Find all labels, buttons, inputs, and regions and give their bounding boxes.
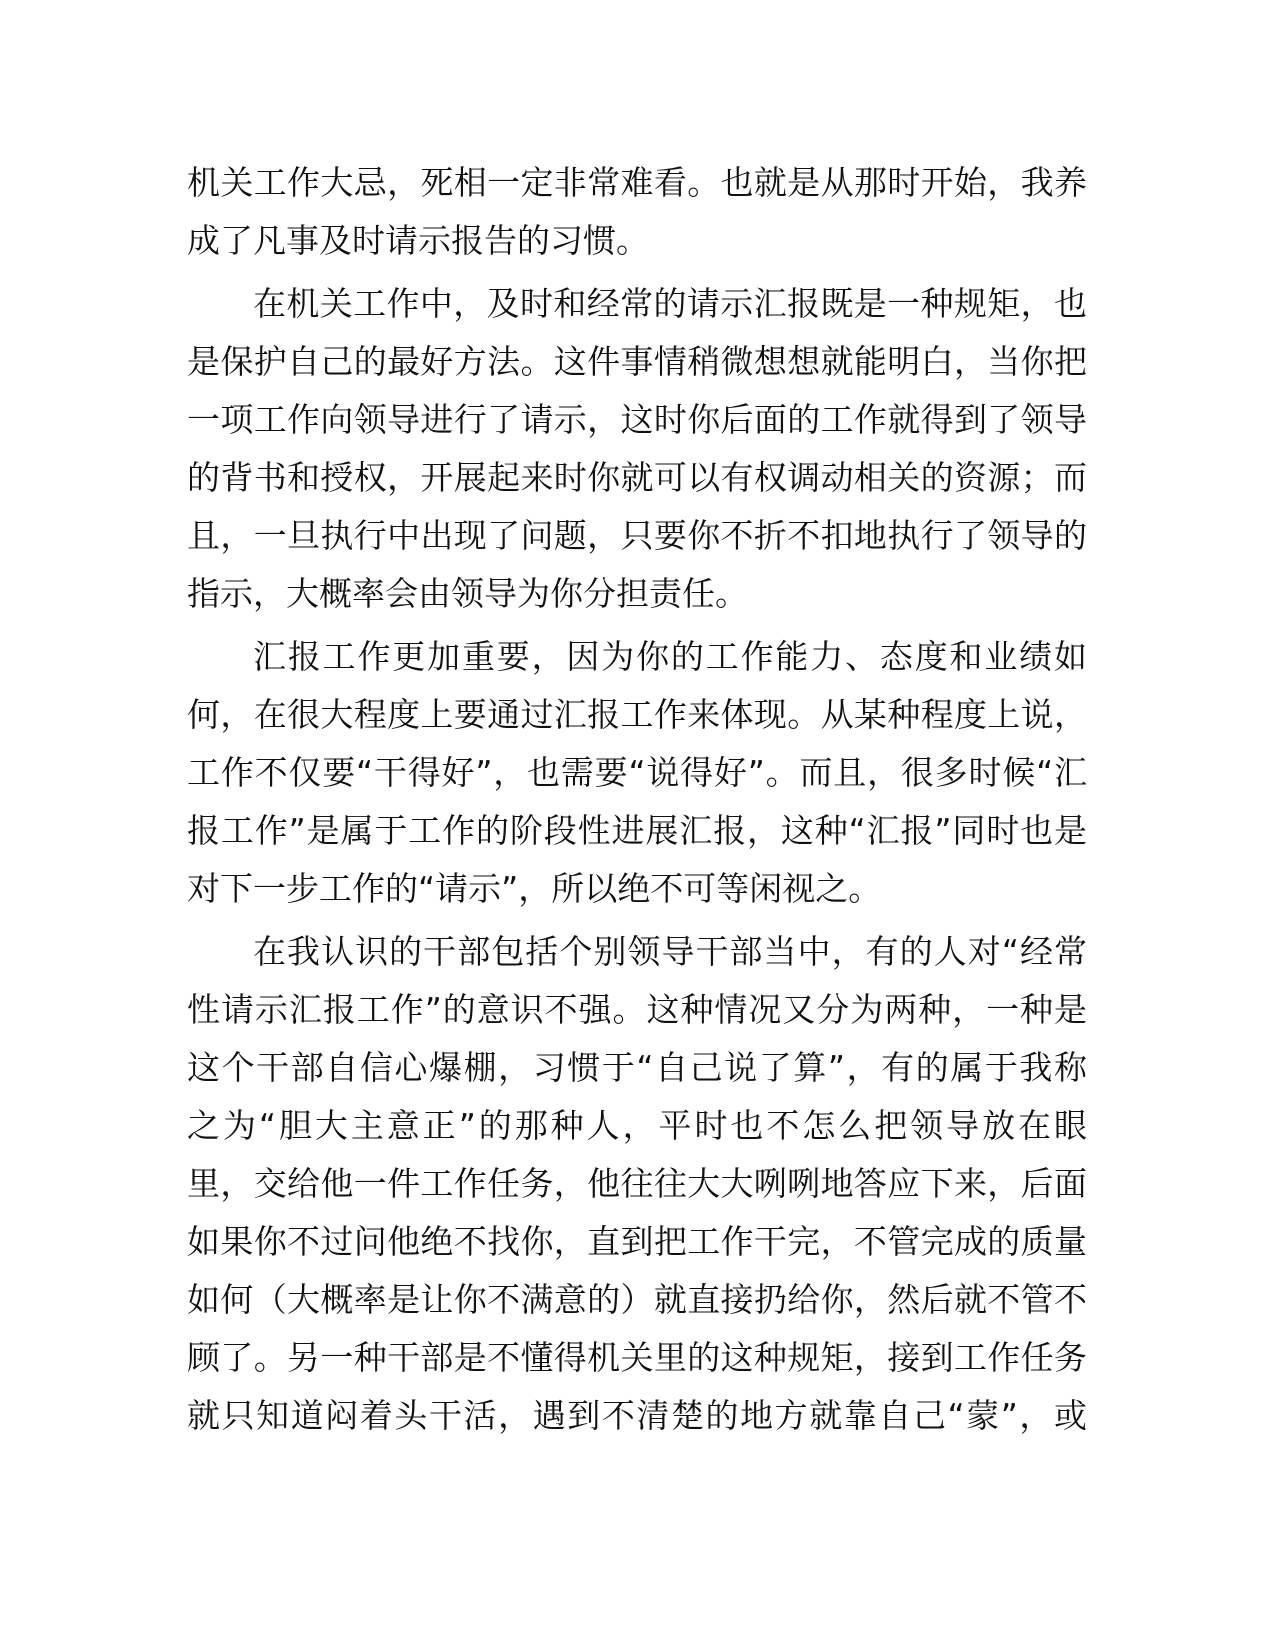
text-line: 是保护自己的最好方法。这件事情稍微想想就能明白，当你把 [187, 342, 1087, 381]
text-line: 之为“胆大主意正”的那种人，平时也不怎么把领导放在眼 [187, 1106, 1087, 1145]
paragraph-1 [187, 154, 1087, 270]
text-line: 顾了。另一种干部是不懂得机关里的这种规矩，接到工作任务 [187, 1338, 1087, 1377]
text-line: 的背书和授权，开展起来时你就可以有权调动相关的资源；而 [187, 458, 1087, 497]
text-line: 成了凡事及时请示报告的习惯。 [187, 221, 649, 260]
text-line: 在我认识的干部包括个别领导干部当中，有的人对“经常 [253, 932, 1087, 971]
text-line: 在机关工作中，及时和经常的请示汇报既是一种规矩，也 [253, 284, 1087, 323]
paragraph-3 [187, 628, 1087, 918]
paragraph-4 [187, 923, 1087, 1445]
text-line: 汇报工作更加重要，因为你的工作能力、态度和业绩如 [253, 637, 1087, 676]
text-line: 里，交给他一件工作任务，他往往大大咧咧地答应下来，后面 [187, 1164, 1087, 1203]
text-line: 如果你不过问他绝不找你，直到把工作干完，不管完成的质量 [187, 1222, 1087, 1261]
text-line: 如何（大概率是让你不满意的）就直接扔给你，然后就不管不 [187, 1280, 1087, 1319]
text-line: 对下一步工作的“请示”，所以绝不可等闲视之。 [187, 869, 882, 908]
text-line: 且，一旦执行中出现了问题，只要你不折不扣地执行了领导的 [187, 516, 1087, 555]
text-line: 这个干部自信心爆棚，习惯于“自己说了算”，有的属于我称 [187, 1048, 1087, 1087]
text-line: 何，在很大程度上要通过汇报工作来体现。从某种程度上说， [187, 695, 1087, 734]
text-line: 报工作”是属于工作的阶段性进展汇报，这种“汇报”同时也是 [187, 811, 1087, 850]
text-line: 一项工作向领导进行了请示，这时你后面的工作就得到了领导 [187, 400, 1087, 439]
document-body [187, 154, 1087, 1445]
text-line: 指示，大概率会由领导为你分担责任。 [187, 574, 748, 613]
paragraph-2 [187, 275, 1087, 623]
text-line: 就只知道闷着头干活，遇到不清楚的地方就靠自己“蒙”，或 [187, 1396, 1087, 1435]
text-line: 机关工作大忌，死相一定非常难看。也就是从那时开始，我养 [187, 163, 1087, 202]
text-line: 性请示汇报工作”的意识不强。这种情况又分为两种，一种是 [187, 990, 1087, 1029]
text-line: 工作不仅要“干得好”，也需要“说得好”。而且，很多时候“汇 [187, 753, 1087, 792]
